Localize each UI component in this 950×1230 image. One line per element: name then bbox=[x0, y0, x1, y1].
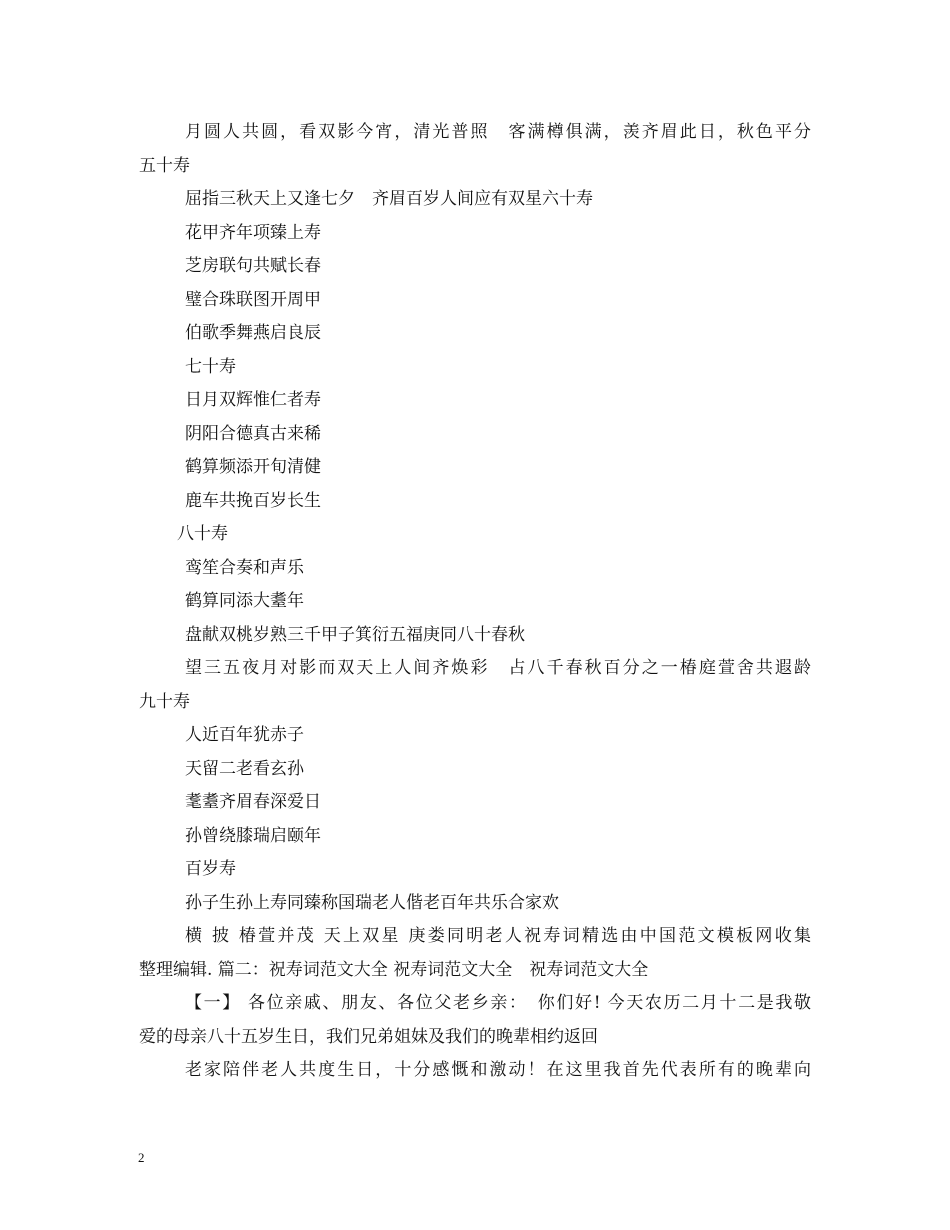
text-line: 横 披 椿萱并茂 天上双星 庚娄同明老人祝寿词精选由中国范文模板网收集 bbox=[185, 926, 811, 946]
text-line: 八十寿 bbox=[177, 524, 228, 544]
text-line: 五十寿 bbox=[139, 155, 190, 176]
text-line: 老家陪伴老人共度生日，十分感慨和激动！在这里我首先代表所有的晚辈向 bbox=[185, 1060, 811, 1080]
text-line: 鹤算同添大耋年 bbox=[185, 591, 304, 611]
text-line: 盘献双桃岁熟三千甲子箕衍五福庚同八十春秋 bbox=[185, 624, 525, 645]
text-line: 鸾笙合奏和声乐 bbox=[185, 557, 304, 578]
document-body bbox=[139, 116, 811, 1088]
text-line: 月圆人共圆，看双影今宵，清光普照 客满樽俱满，羡齐眉此日，秋色平分 bbox=[185, 122, 811, 142]
text-line: 芝房联句共赋长春 bbox=[185, 256, 321, 276]
text-line: 百岁寿 bbox=[185, 859, 236, 879]
text-line: 璧合珠联图开周甲 bbox=[185, 289, 321, 310]
text-line: 屈指三秋天上又逢七夕 齐眉百岁人间应有双星六十寿 bbox=[185, 189, 593, 209]
text-line: 天留二老看玄孙 bbox=[185, 758, 304, 779]
text-line: 七十寿 bbox=[185, 356, 236, 377]
text-line: 人近百年犹赤子 bbox=[185, 725, 304, 745]
text-line: 整理编辑. 篇二：祝寿词范文大全 祝寿词范文大全 祝寿词范文大全 bbox=[139, 959, 649, 980]
text-line: 孙曾绕膝瑞启颐年 bbox=[185, 825, 321, 846]
text-line: 花甲齐年项臻上寿 bbox=[185, 222, 321, 243]
page-number: 2 bbox=[138, 1150, 145, 1165]
text-line: 爱的母亲八十五岁生日，我们兄弟姐妹及我们的晚辈相约返回 bbox=[139, 1026, 598, 1047]
text-line: 九十寿 bbox=[139, 691, 190, 712]
text-line: 鹿车共挽百岁长生 bbox=[185, 490, 321, 511]
text-line: 鹤算频添开旬清健 bbox=[185, 457, 321, 477]
text-line: 阴阳合德真古来稀 bbox=[185, 423, 321, 444]
text-line: 伯歌季舞燕启良辰 bbox=[185, 323, 321, 343]
text-line: 耄耋齐眉春深爱日 bbox=[185, 792, 321, 812]
text-line: 望三五夜月对影而双天上人间齐焕彩 占八千春秋百分之一椿庭萱舍共遐龄 bbox=[185, 658, 811, 678]
text-line: 孙子生孙上寿同臻称国瑞老人偕老百年共乐合家欢 bbox=[185, 892, 559, 913]
text-line: 【一】 各位亲戚、朋友、各位父老乡亲： 你们好! 今天农历二月十二是我敬 bbox=[185, 993, 811, 1013]
text-line: 日月双辉惟仁者寿 bbox=[185, 390, 321, 410]
